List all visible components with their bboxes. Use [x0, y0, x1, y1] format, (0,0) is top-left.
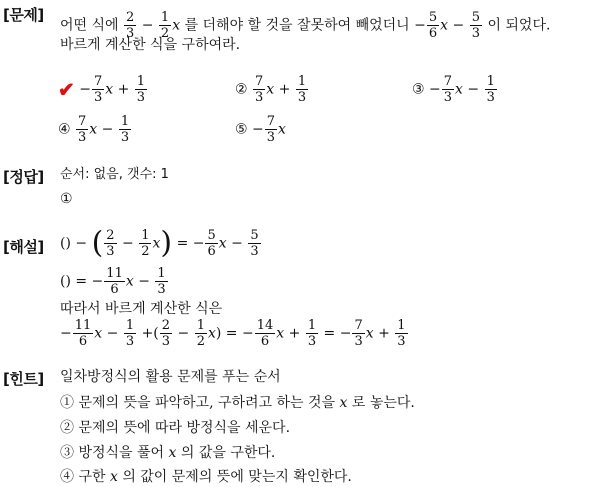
option-sign: −: [252, 121, 264, 138]
explanation-line-2: [60, 266, 169, 297]
frac-5-6: $\frac{5}{6}$: [428, 10, 438, 41]
option-2[interactable]: [235, 74, 309, 105]
option-5[interactable]: [235, 114, 286, 145]
right-paren-small: ): [215, 325, 222, 342]
answer-label: [정답]: [3, 168, 44, 186]
option-frac: $\frac{7}{3}$: [93, 74, 103, 105]
answer-line-2: ①: [60, 191, 73, 207]
problem-text-2: 를 더해야 할 것을 잘못하여 빼었더니: [184, 17, 410, 34]
var-x: x: [125, 273, 134, 290]
var-x: x: [207, 325, 216, 342]
option-mark: ②: [235, 81, 248, 98]
frac-1-2: $\frac{1}{2}$: [160, 10, 170, 41]
minus-sign: −: [138, 273, 150, 290]
option-frac: $\frac{7}{3}$: [443, 74, 453, 105]
option-op: +: [117, 81, 130, 98]
hint-step-2: ② 문제의 뜻에 따라 방정식을 세운다.: [60, 420, 291, 436]
var-x: x: [455, 81, 463, 98]
var-x: x: [109, 469, 118, 485]
hint-step-4-tail: 의 값이 문제의 뜻에 맞는지 확인한다.: [122, 469, 352, 485]
option-op: +: [278, 81, 291, 98]
expl-frac: $\frac{5}{6}$: [207, 228, 216, 259]
var-x: x: [105, 81, 114, 98]
neg-sign: −: [60, 325, 72, 342]
minus-sign: −: [141, 17, 154, 34]
expl-frac: $\frac{2}{3}$: [106, 228, 115, 259]
expl-frac: $\frac{2}{3}$: [161, 318, 171, 349]
plus-sign: +: [378, 325, 390, 342]
explanation-label: [해설]: [3, 238, 44, 256]
var-x: x: [94, 325, 103, 342]
expl-lhs-2: () = −: [60, 273, 104, 290]
var-x: x: [365, 325, 374, 342]
option-op: −: [467, 81, 480, 98]
var-x: x: [440, 17, 449, 34]
hint-label: [힌트]: [3, 370, 44, 388]
expl-frac: $\frac{11}{6}$: [106, 266, 123, 297]
hint-step-4: [60, 470, 352, 484]
check-mark-icon: ✔: [58, 77, 75, 102]
right-paren: ): [160, 225, 173, 261]
problem-line-2: 바르게 계산한 식을 구하여라.: [60, 37, 241, 53]
expl-frac: $\frac{1}{3}$: [307, 318, 317, 349]
option-mark: ④: [58, 121, 71, 138]
answer-line-1: 순서: 없음, 갯수: 1: [60, 167, 169, 182]
expl-lhs: () −: [60, 235, 88, 252]
hint-step-1-text: ① 문제의 뜻을 파악하고, 구하려고 하는 것을: [60, 395, 336, 411]
minus-sign: −: [452, 17, 465, 34]
option-1[interactable]: [58, 74, 148, 105]
expl-frac: $\frac{7}{3}$: [354, 318, 363, 349]
expl-frac: $\frac{1}{2}$: [196, 318, 205, 349]
option-sign: −: [79, 81, 91, 98]
var-x: x: [168, 445, 177, 461]
option-op: −: [101, 121, 114, 138]
option-frac: $\frac{7}{3}$: [255, 74, 264, 105]
expl-frac: $\frac{5}{3}$: [250, 228, 259, 259]
explanation-line-4: [60, 318, 409, 349]
plus-sign: +: [141, 325, 154, 342]
option-frac: $\frac{1}{3}$: [486, 74, 495, 105]
option-3[interactable]: [412, 74, 498, 105]
var-x: x: [172, 17, 181, 34]
expl-frac: $\frac{14}{6}$: [256, 318, 274, 349]
option-frac: $\frac{1}{3}$: [120, 114, 130, 145]
expl-frac: $\frac{11}{6}$: [74, 318, 92, 349]
var-x: x: [278, 121, 286, 138]
left-paren: (: [91, 225, 104, 261]
explanation-line-3: 따라서 바르게 계산한 식은: [60, 301, 223, 317]
frac-2-3: $\frac{2}{3}$: [126, 10, 135, 41]
hint-step-3: [60, 446, 275, 460]
option-frac: $\frac{7}{3}$: [78, 114, 87, 145]
option-mark: ③: [412, 81, 425, 98]
plus-sign: +: [288, 325, 301, 342]
hint-step-3-text: ③ 방정식을 풀어: [60, 445, 165, 461]
problem-label: [문제]: [3, 6, 44, 24]
var-x: x: [89, 121, 98, 138]
left-paren-small: (: [153, 325, 159, 342]
option-mark: ⑤: [235, 121, 248, 138]
minus-sign: −: [231, 235, 243, 252]
minus-sign: −: [122, 235, 134, 252]
hint-step-1: [60, 396, 415, 410]
expl-eq: = −: [176, 235, 205, 252]
var-x: x: [152, 235, 161, 252]
var-x: x: [218, 235, 227, 252]
option-frac: $\frac{7}{3}$: [266, 114, 276, 145]
hint-step-4-text: ④ 구한: [60, 469, 106, 485]
var-x: x: [266, 81, 275, 98]
hint-step-1-tail: 로 놓는다.: [351, 395, 415, 411]
expl-frac: $\frac{1}{2}$: [141, 228, 150, 259]
neg-sign: −: [414, 17, 426, 34]
explanation-line-1: [60, 225, 262, 261]
option-frac: $\frac{1}{3}$: [136, 74, 146, 105]
expl-eq: = −: [323, 325, 352, 342]
minus-sign: −: [177, 325, 190, 342]
option-frac: $\frac{1}{3}$: [297, 74, 307, 105]
expl-frac: $\frac{1}{3}$: [397, 318, 406, 349]
hint-step-3-tail: 의 값을 구한다.: [180, 445, 276, 461]
option-sign: −: [429, 81, 441, 98]
minus-sign: −: [106, 325, 119, 342]
frac-5-3: $\frac{5}{3}$: [471, 10, 480, 41]
option-4[interactable]: [58, 114, 132, 145]
expl-eq: = −: [225, 325, 254, 342]
var-x: x: [339, 395, 348, 411]
expl-frac: $\frac{1}{3}$: [157, 266, 166, 297]
problem-text-1: 어떤 식에: [60, 17, 119, 34]
var-x: x: [276, 325, 285, 342]
problem-text-3: 이 되었다.: [487, 17, 551, 34]
expl-frac: $\frac{1}{3}$: [125, 318, 135, 349]
hint-title: 일차방정식의 활용 문제를 푸는 순서: [60, 369, 281, 385]
